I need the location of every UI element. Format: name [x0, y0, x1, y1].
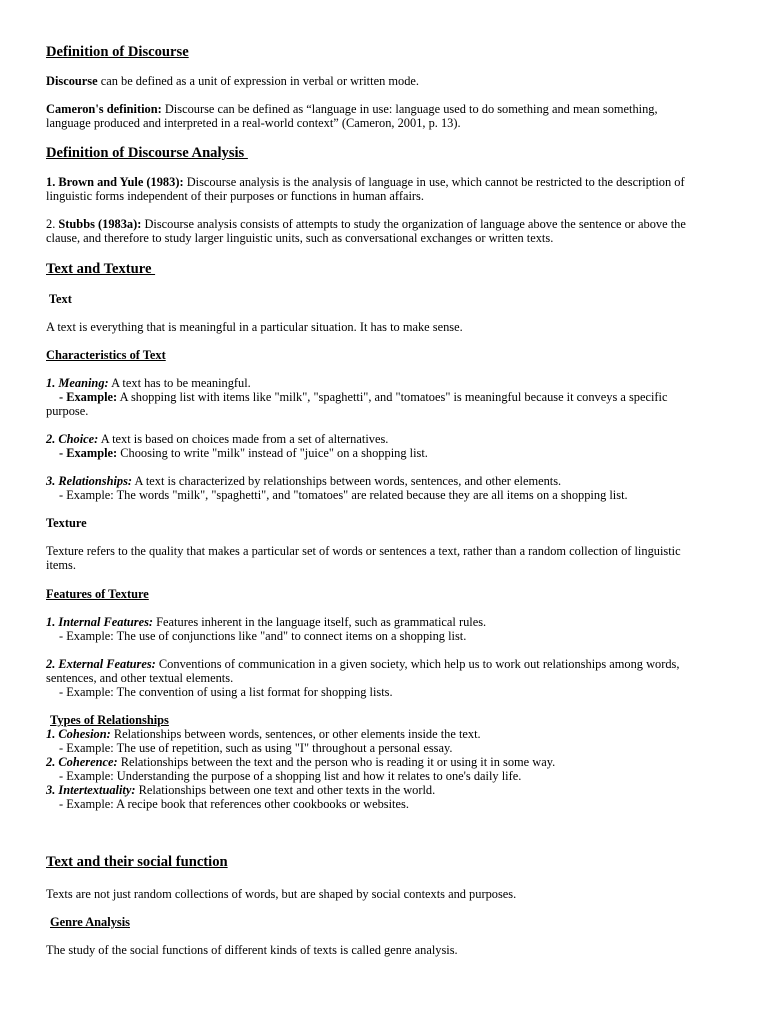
characteristic-relationships [46, 474, 726, 488]
genre-analysis-text: The study of the social functions of different kinds of texts is called genre analysis. [46, 943, 458, 957]
texture-definition-line1: Texture refers to the quality that makes a particular set of words or sentences a text, rather than a random collection of linguistic [46, 544, 681, 558]
text-external-features-line2: sentences, and other textual elements. [46, 671, 234, 685]
text-definition: A text is everything that is meaningful in a particular situation. It has to make sense. [46, 320, 463, 334]
stubbs-number: 2. [46, 217, 59, 231]
text-internal-features: Features inherent in the language itself, such as grammatical rules. [153, 615, 487, 629]
example-internal-features: - Example: The use of conjunctions like "and" to connect items on a shopping list. [59, 629, 467, 643]
example-meaning-line2: purpose. [46, 404, 89, 418]
texture-definition-line2: items. [46, 558, 76, 572]
text-brown-and-yule-line1: Discourse analysis is the analysis of language in use, which cannot be restricted to the description of [183, 175, 685, 189]
term-cohesion: 1. Cohesion: [46, 727, 111, 741]
example-meaning-line1: A shopping list with items like "milk", "spaghetti", and "tomatoes" is meaningful because it conveys a specific [117, 390, 668, 404]
example-choice [46, 446, 739, 460]
example-relationships: - Example: The words "milk", "spaghetti", and "tomatoes" are related because they are all items on a shopping list. [59, 488, 628, 502]
example-meaning [46, 390, 739, 404]
paragraph-camerons-definition [46, 102, 726, 116]
subheading-genre-analysis: Genre Analysis [50, 915, 130, 929]
characteristic-choice [46, 432, 726, 446]
term-brown-and-yule: 1. Brown and Yule (1983): [46, 175, 184, 189]
text-brown-and-yule-line2: linguistic forms independent of their purposes or functions in human affairs. [46, 189, 424, 203]
paragraph-stubbs [46, 217, 726, 231]
term-stubbs: Stubbs (1983a): [58, 217, 142, 231]
section-title-text-and-texture: Text and Texture [46, 261, 156, 277]
text-meaning: A text has to be meaningful. [108, 376, 251, 390]
term-discourse: Discourse [46, 74, 98, 88]
relationship-coherence [46, 755, 726, 769]
text-camerons-definition-line2: language produced and interpreted in a real-world context” (Cameron, 2001, p. 13). [46, 116, 461, 130]
text-coherence: Relationships between the text and the person who is reading it or using it in some way. [117, 755, 556, 769]
social-function-text: Texts are not just random collections of words, but are shaped by social contexts and purposes. [46, 887, 517, 901]
characteristic-meaning [46, 376, 726, 390]
term-meaning: 1. Meaning: [46, 376, 109, 390]
feature-internal [46, 615, 726, 629]
feature-external [46, 657, 726, 671]
example-intertextuality: - Example: A recipe book that references other cookbooks or websites. [59, 797, 409, 811]
subheading-texture: Texture [46, 516, 87, 530]
example-external-features: - Example: The convention of using a list format for shopping lists. [59, 685, 393, 699]
term-choice: 2. Choice: [46, 432, 99, 446]
text-discourse-definition: can be defined as a unit of expression in verbal or written mode. [97, 74, 419, 88]
paragraph-discourse-definition [46, 74, 726, 88]
section-title-definition-of-discourse: Definition of Discourse [46, 44, 189, 60]
section-title-text-and-social-function: Text and their social function [46, 854, 228, 870]
example-cohesion: - Example: The use of repetition, such as using "I" throughout a personal essay. [59, 741, 453, 755]
example-label: - Example: [59, 446, 118, 460]
subheading-types-of-relationships: Types of Relationships [50, 713, 169, 727]
subheading-text: Text [46, 292, 72, 306]
text-cohesion: Relationships between words, sentences, or other elements inside the text. [110, 727, 481, 741]
term-relationships: 3. Relationships: [46, 474, 133, 488]
term-internal-features: 1. Internal Features: [46, 615, 154, 629]
relationship-intertextuality [46, 783, 726, 797]
text-camerons-definition-line1: Discourse can be defined as “language in use: language used to do something and mean something, [161, 102, 658, 116]
text-relationships: A text is characterized by relationships between words, sentences, and other elements. [132, 474, 562, 488]
section-title-definition-of-discourse-analysis: Definition of Discourse Analysis [46, 145, 248, 161]
relationship-cohesion [46, 727, 726, 741]
term-camerons-definition: Cameron's definition: [46, 102, 162, 116]
example-label: - Example: [59, 390, 118, 404]
text-intertextuality: Relationships between one text and other texts in the world. [135, 783, 436, 797]
term-coherence: 2. Coherence: [46, 755, 118, 769]
text-stubbs-line1: Discourse analysis consists of attempts to study the organization of language above the sentence or above the [141, 217, 686, 231]
text-stubbs-line2: clause, and therefore to study larger linguistic units, such as conversational exchanges or written texts. [46, 231, 554, 245]
example-coherence: - Example: Understanding the purpose of a shopping list and how it relates to one's daily life. [59, 769, 522, 783]
term-external-features: 2. External Features: [46, 657, 156, 671]
paragraph-brown-and-yule [46, 175, 726, 189]
subheading-features-of-texture: Features of Texture [46, 587, 149, 601]
example-choice-text: Choosing to write "milk" instead of "juice" on a shopping list. [117, 446, 428, 460]
text-external-features-line1: Conventions of communication in a given society, which help us to work out relationships among words, [155, 657, 680, 671]
text-choice: A text is based on choices made from a set of alternatives. [98, 432, 389, 446]
subheading-characteristics-of-text: Characteristics of Text [46, 348, 166, 362]
term-intertextuality: 3. Intertextuality: [46, 783, 136, 797]
